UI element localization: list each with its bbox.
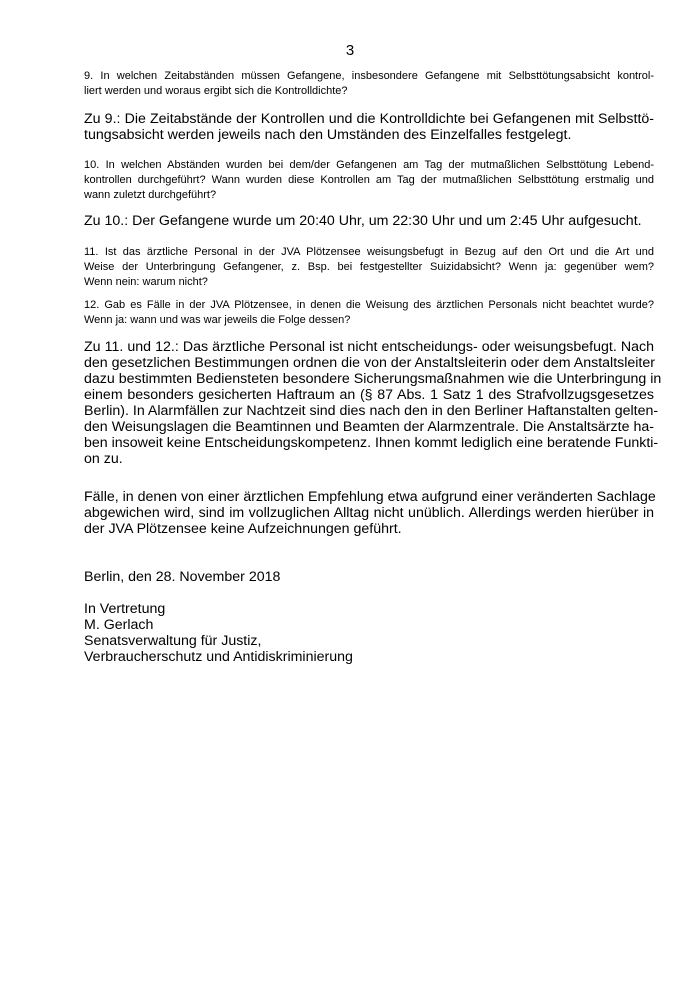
answer-11-12-line: ben insoweit keine Entscheidungskompetenz. Ihnen kommt lediglich eine beratende Funkti- — [84, 435, 659, 451]
answer-10 — [84, 213, 654, 229]
signature-block — [84, 601, 353, 665]
question-11-line: Wenn nein: warum nicht? — [84, 276, 208, 288]
answer-11-12 — [84, 339, 662, 467]
question-9-line: 9. In welchen Zeitabständen müssen Gefangene, insbesondere Gefangene mit Selbsttötungsabsicht kontrol- — [84, 70, 654, 82]
answer-11-12-paragraph-2 — [84, 489, 654, 537]
answer-11-12-b-line: abgewichen wird, sind im vollzuglichen Alltag nicht unüblich. Allerdings werden hierüber in — [84, 505, 654, 521]
answer-9-line: Zu 9.: Die Zeitabstände der Kontrollen und die Kontrolldichte bei Gefangenen mit Selbsttö- — [84, 111, 654, 127]
question-12-line: 12. Gab es Fälle in der JVA Plötzensee, in denen die Weisung des ärztlichen Personals nicht beachtet wurde? — [84, 299, 654, 311]
question-10 — [84, 158, 654, 203]
question-10-line: kontrollen durchgeführt? Wann wurden diese Kontrollen am Tag der mutmaßlichen Selbsttötung erstmalig und — [84, 174, 654, 186]
answer-10-line: Zu 10.: Der Gefangene wurde um 20:40 Uhr, um 22:30 Uhr und um 2:45 Uhr aufgesucht. — [84, 213, 642, 229]
signatory-name: M. Gerlach — [84, 617, 154, 633]
question-12 — [84, 298, 654, 328]
answer-11-12-line: einem besonders gesicherten Haftraum an (§ 87 Abs. 1 Satz 1 des Strafvollzugsgesetzes — [84, 387, 654, 403]
answer-11-12-b-line: Fälle, in denen von einer ärztlichen Empfehlung etwa aufgrund einer veränderten Sachlage — [84, 489, 656, 505]
answer-11-12-line: on zu. — [84, 451, 123, 467]
signature-line: In Vertretung — [84, 601, 166, 617]
question-9-line: liert werden und woraus ergibt sich die Kontrolldichte? — [84, 85, 348, 97]
answer-11-12-line: den Weisungslagen die Beamtinnen und Beamten der Alarmzentrale. Die Anstaltsärzte ha- — [84, 419, 654, 435]
place-date: Berlin, den 28. November 2018 — [84, 569, 281, 585]
signature-line: Senatsverwaltung für Justiz, — [84, 633, 262, 649]
question-10-line: 10. In welchen Abständen wurden bei dem/der Gefangenen am Tag der mutmaßlichen Selbsttötung Lebend- — [84, 159, 654, 171]
question-11-line: Weise der Unterbringung Gefangener, z. Bsp. bei festgestellter Suizidabsicht? Wenn ja: gegenüber wem? — [84, 261, 654, 273]
signature-line: Verbraucherschutz und Antidiskriminierung — [84, 649, 353, 665]
question-11-line: 11. Ist das ärztliche Personal in der JVA Plötzensee weisungsbefugt in Bezug auf den Ort und die Art und — [84, 246, 654, 258]
question-12-line: Wenn ja: wann und was war jeweils die Folge dessen? — [84, 314, 351, 326]
answer-11-12-line: den gesetzlichen Bestimmungen ordnen die von der Anstaltsleiterin oder dem Anstaltsleiter — [84, 355, 655, 371]
question-11 — [84, 245, 654, 290]
answer-11-12-line: Berlin). In Alarmfällen zur Nachtzeit sind dies nach den in den Berliner Haftanstalten gelten- — [84, 403, 659, 419]
question-9 — [84, 69, 654, 99]
answer-11-12-line: dazu bestimmten Bediensteten besondere Sicherungsmaßnahmen wie die Unterbringung in — [84, 371, 662, 387]
page-number: 3 — [345, 42, 355, 59]
answer-9-line: tungsabsicht werden jeweils nach den Umständen des Einzelfalles festgelegt. — [84, 127, 572, 143]
answer-11-12-line: Zu 11. und 12.: Das ärztliche Personal ist nicht entscheidungs- oder weisungsbefugt. Nach — [84, 339, 654, 355]
answer-11-12-b-line: der JVA Plötzensee keine Aufzeichnungen geführt. — [84, 521, 402, 537]
question-10-line: wann zuletzt durchgeführt? — [84, 189, 217, 201]
answer-9 — [84, 111, 654, 143]
